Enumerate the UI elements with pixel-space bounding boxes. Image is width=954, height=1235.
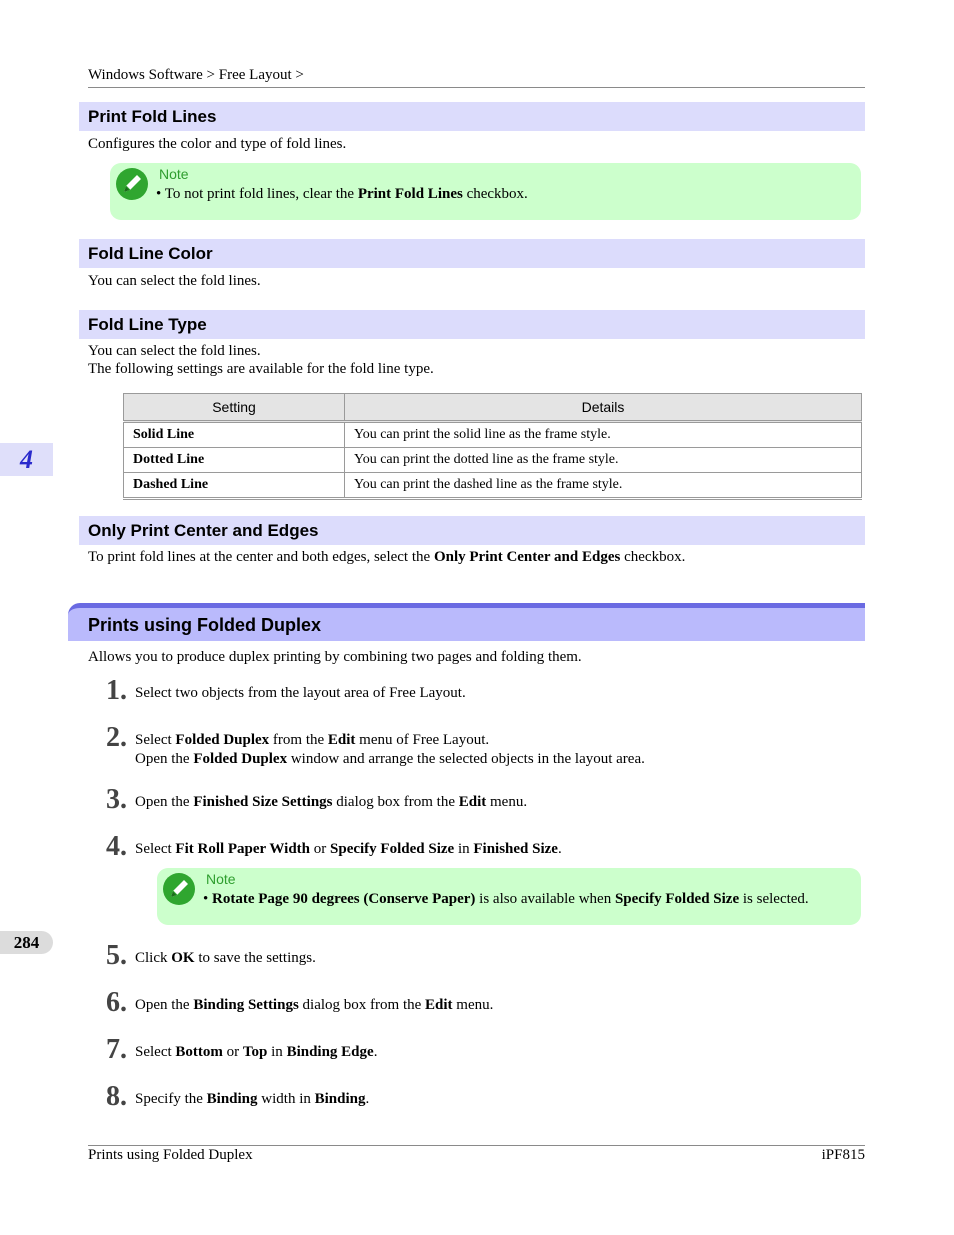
step-text: Click OK to save the settings. [135, 950, 316, 966]
step-number: 3. [106, 784, 127, 815]
table-row [124, 422, 862, 448]
note-box-folded-size [157, 868, 861, 925]
step-text: Open the Binding Settings dialog box from the Edit menu. [135, 997, 494, 1013]
footer-section-title: Prints using Folded Duplex [88, 1147, 253, 1163]
step-number: 2. [106, 722, 127, 753]
note-text: • Rotate Page 90 degrees (Conserve Paper) is also available when Specify Folded Size is selected. [203, 891, 809, 907]
table-cell-details: You can print the solid line as the frame style. [345, 422, 862, 448]
fold-line-type-description-2: The following settings are available for the fold line type. [88, 361, 434, 377]
footer-model-name: iPF815 [821, 1147, 865, 1163]
step-number: 8. [106, 1081, 127, 1112]
table-header-setting: Setting [124, 394, 345, 422]
step-text: Select Folded Duplex from the Edit menu of Free Layout. [135, 732, 490, 748]
print-fold-lines-description: Configures the color and type of fold lines. [88, 136, 347, 152]
chapter-heading-folded-duplex: Prints using Folded Duplex [68, 603, 865, 641]
section-heading-fold-line-color: Fold Line Color [79, 239, 865, 268]
table-header-row [124, 394, 862, 422]
step-number: 5. [106, 940, 127, 971]
table-row [124, 448, 862, 473]
note-label: Note [206, 871, 236, 887]
table-cell-setting: Dashed Line [124, 473, 345, 499]
section-heading-only-print-center: Only Print Center and Edges [79, 516, 865, 545]
step-number: 1. [106, 675, 127, 706]
table-header-details: Details [345, 394, 862, 422]
section-heading-fold-line-type: Fold Line Type [79, 310, 865, 339]
fold-line-type-description-1: You can select the fold lines. [88, 343, 261, 359]
note-box-fold-lines [110, 163, 861, 220]
table-cell-details: You can print the dashed line as the frame style. [345, 473, 862, 499]
folded-duplex-intro: Allows you to produce duplex printing by combining two pages and folding them. [88, 649, 582, 665]
pencil-note-icon [162, 872, 196, 906]
step-text: Specify the Binding width in Binding. [135, 1091, 370, 1107]
step-number: 7. [106, 1034, 127, 1065]
chapter-tab[interactable]: 4 [0, 443, 53, 476]
step-number: 6. [106, 987, 127, 1018]
step-text: Select Bottom or Top in Binding Edge. [135, 1044, 378, 1060]
note-label: Note [159, 166, 189, 182]
fold-line-type-table [123, 393, 862, 500]
page-number: 284 [0, 931, 53, 954]
fold-line-color-description: You can select the fold lines. [88, 273, 261, 289]
step-text: Select two objects from the layout area of Free Layout. [135, 685, 466, 701]
footer-divider [88, 1145, 865, 1146]
header-divider [88, 87, 865, 88]
step-text: Select Fit Roll Paper Width or Specify Folded Size in Finished Size. [135, 841, 562, 857]
section-heading-print-fold-lines: Print Fold Lines [79, 102, 865, 131]
note-text: • To not print fold lines, clear the Print Fold Lines checkbox. [156, 186, 528, 202]
table-cell-details: You can print the dotted line as the frame style. [345, 448, 862, 473]
step-number: 4. [106, 831, 127, 862]
step-text: Open the Finished Size Settings dialog box from the Edit menu. [135, 794, 528, 810]
table-cell-setting: Dotted Line [124, 448, 345, 473]
only-print-center-description: To print fold lines at the center and both edges, select the Only Print Center and Edges checkbox. [88, 549, 686, 565]
table-cell-setting: Solid Line [124, 422, 345, 448]
pencil-note-icon [115, 167, 149, 201]
breadcrumb: Windows Software > Free Layout > [88, 67, 304, 83]
step-text-line2: Open the Folded Duplex window and arrange the selected objects in the layout area. [135, 751, 645, 767]
table-row [124, 473, 862, 499]
